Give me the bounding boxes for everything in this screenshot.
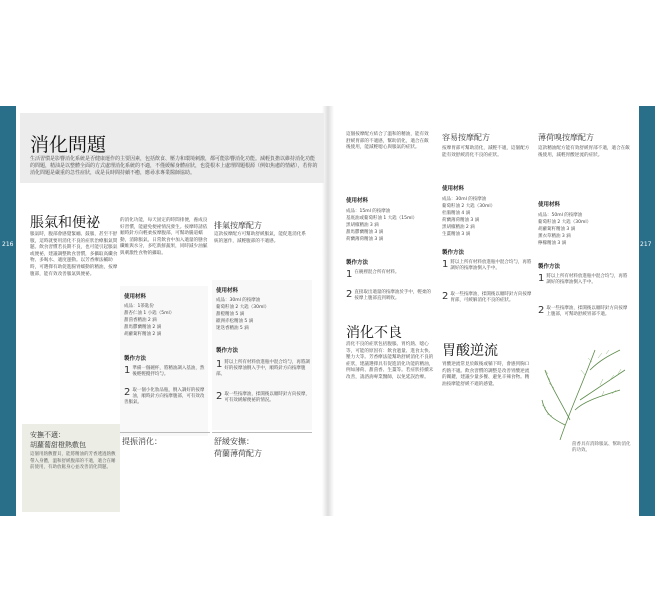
recipe-title-1: 排氣按摩配方 — [214, 221, 262, 230]
material-item: 迷迭香精油 5 滴 — [216, 326, 249, 331]
material-item: 葡萄籽油 2 大匙（30ml） — [442, 204, 496, 209]
recipe-materials-right-1 — [442, 196, 532, 238]
fennel-illustration — [540, 340, 630, 440]
material-item: 甜杏仁油 1 小匙（5ml） — [124, 311, 175, 316]
right-col1-materials-label: 使用材料 — [346, 198, 369, 204]
recipe-step-1-2: 2 取一個小化妝品瓶，倒入調好的按摩油，順時針方向按摩腹部，可有效改善脹氣。 — [124, 387, 205, 405]
material-item: 檸檬精油 3 滴 — [538, 241, 567, 246]
recipe-step-right-2-2: 2 取一些按摩油，揉開後以順時針方向按摩上腹部，可幫助舒緩胃部不適。 — [538, 305, 628, 317]
divider — [212, 432, 312, 433]
material-item: 葡萄籽油 2 大匙（30ml） — [538, 220, 592, 225]
recipe-materials-label-right-2: 使用材料 — [538, 202, 561, 208]
recipe-step-2-2: 2 取一些按摩油，揉開後以順時針方向按摩，可有效緩解便祕的情況。 — [216, 391, 310, 403]
recipe-title-right-2: 薄荷嗅按摩配方 — [538, 133, 594, 142]
recipe-materials-1 — [124, 303, 206, 338]
chapter-intro: 生活習慣是影響消化系統是否健康運作的主要因素，包括飲食、壓力和環境刺激，都可能影響消化功能。減輕負擔以維持消化功能的問題，精油是以整體全面的方式處理消化系統的不適，不僅緩解身體症狀，也從根本上處理問題根源（例如焦慮的情緒），若你的消化問題是嚴重的急性症狀，或是長時間持續不癒，應尋求專業醫師協助。 — [30, 156, 318, 176]
right-col1-method-label: 製作方法 — [346, 260, 369, 266]
material-item: 杜鵑精油 4 滴 — [442, 211, 471, 216]
section-title-indigestion: 消化不良 — [346, 325, 402, 341]
material-item: 甜茴香精油 2 滴 — [124, 318, 157, 323]
recipe-title-right-1: 容易按摩配方 — [442, 133, 490, 142]
section-body-indigestion: 消化不良的症狀包括腹脹、胃灼熱、噁心等，可能的原因有：飲食過量、進食太快、壓力大等。芳香療法能幫助舒緩消化不良的症狀，建議選擇具有促進消化功能的精油，例如薄荷、甜茴香、生薑等。若症狀持續未改善，請諮詢專業醫師，以免延誤治療。 — [346, 342, 434, 380]
material-item: 生薑精油 3 滴 — [442, 232, 471, 237]
left-edge-tab — [0, 106, 16, 516]
right-edge-tab — [639, 106, 655, 516]
recipe-title-3-left: 提振消化： — [122, 437, 162, 446]
material-item: 胡蘿蔔籽精油 3 滴 — [538, 227, 576, 232]
material-item: 甜橙精油 5 滴 — [216, 312, 245, 317]
recipe-materials-2 — [216, 297, 310, 332]
right-col1-step-2: 2 直接取出適量的按摩油於手中，輕柔的按摩上腹部直到吸收。 — [346, 289, 431, 301]
divider — [120, 432, 210, 433]
material-item: 甜馬鬱蘭精油 3 滴 — [346, 230, 384, 235]
recipe-title-4-left: 舒緩安撫： — [214, 437, 254, 446]
material-item: 甜馬鬱蘭精油 2 滴 — [124, 325, 162, 330]
material-item: 成品：15ml 的按摩油 — [346, 209, 391, 214]
tip-box-title: 安撫不適： — [30, 431, 65, 439]
section-body-bloating-a: 脹氣時，腹部會感覺緊繃、鼓脹，甚至不舒服，這時就要用消化不良的症狀治療脹氣問題。飲食習慣若長期不良，也可能引起脹氣或便祕，建議調整飲食習慣，多攝取高纖食物、多喝水、適度運動。以芳香療法輔助時，可選擇有助促進腸胃蠕動的精油，按摩腹部，能有效改善脹氣與便祕。 — [30, 232, 118, 277]
section-body-bloating-b: 的消化功能，每天固定的時間排便，養成良好習慣，能避免便祕情況發生。按摩時請依順時針方向輕柔按摩腹部，可幫助腸道蠕動，消除脹氣。日常飲食中加入適量的膳食纖維與水分，多吃新鮮蔬果，同時減少油膩與刺激性食物的攝取。 — [120, 218, 208, 256]
tip-box-body: 這個用熱敷寶貝，能將精油的芳香透過熱敷帶入身體，溫和舒緩腹部的不適，適合在睡前使用，有助放鬆身心並改善消化問題。 — [30, 452, 116, 470]
chapter-title: 消化問題 — [30, 134, 107, 156]
material-item: 荷蘭薄荷精油 3 滴 — [442, 218, 480, 223]
recipe-intro-1: 這款按摩配方可幫助舒緩脹氣，能促進消化系統的運作，減輕腹部的不適感。 — [214, 232, 306, 244]
right-col1-materials — [346, 208, 432, 243]
recipe-materials-label-right-1: 使用材料 — [442, 186, 465, 192]
recipe-materials-right-2 — [538, 212, 630, 247]
recipe-method-label-2: 製作方法 — [216, 348, 239, 354]
material-item: 黑胡椒精油 3 滴 — [346, 223, 379, 228]
recipe-intro-right-1: 按摩胃部可幫助消化，減輕不適，這個配方能有效舒緩消化不良的症狀。 — [442, 146, 530, 158]
material-item: 成品：30ml 的按摩油 — [216, 298, 261, 303]
folio-right: 217 — [640, 241, 652, 248]
recipe-method-label-1: 製作方法 — [124, 356, 147, 362]
material-item: 歐洲赤松精油 5 滴 — [216, 319, 254, 324]
section-body-reflux: 胃酸逆流常見於飯後或躺下時，會感到胸口灼熱不適。飲食習慣的調整是改善胃酸逆流的關鍵，建議少量多餐、避免辛辣食物。精油按摩能舒緩不適的感覺。 — [442, 362, 530, 387]
recipe-subtitle-4-left: 荷蘭薄荷配方 — [214, 449, 262, 458]
recipe-method-label-right-2: 製作方法 — [538, 264, 561, 270]
right-col1-step-1: 1 在碗裡混合所有材料。 — [346, 269, 400, 280]
recipe-step-right-2-1: 1 將以上所有材料放進瓶中混合均勻，再將調好的按摩油倒入手中。 — [538, 273, 628, 285]
plant-caption: 茴香具有消除脹氣、幫助消化的功效。 — [572, 442, 631, 453]
material-item: 荷蘭薄荷精油 3 滴 — [346, 237, 384, 242]
recipe-step-2-1: 1 將以上所有材料放進瓶中混合均勻，再將調好的按摩油倒入手中，順時針方向按摩腹部。 — [216, 359, 310, 377]
material-item: 葡萄籽油 2 大匙（30ml） — [216, 305, 270, 310]
material-item: 基底油或葡萄籽油 1 大匙（15ml） — [346, 216, 418, 221]
recipe-method-label-right-1: 製作方法 — [442, 250, 465, 256]
material-item: 黑胡椒精油 2 滴 — [442, 225, 475, 230]
material-item: 成品：50ml 的按摩油 — [538, 213, 583, 218]
right-col1-intro: 這個按摩配方結合了溫和的精油，能有效舒緩胃部的不適感，幫助消化，適合在飯後使用，能減輕噁心與脹氣的症狀。 — [346, 132, 429, 151]
material-item: 成品：1茶匙份 — [124, 304, 154, 309]
material-item: 成品：30ml 的按摩油 — [442, 197, 487, 202]
recipe-materials-label-2: 使用材料 — [216, 288, 239, 294]
material-item: 薰衣草精油 3 滴 — [538, 234, 571, 239]
material-item: 胡蘿蔔籽精油 2 滴 — [124, 332, 162, 337]
recipe-step-right-1-1: 1 將以上所有材料放進瓶中混合均勻，再將調好的按摩油倒入手中。 — [442, 259, 532, 271]
section-title-bloating: 脹氣和便祕 — [30, 215, 100, 231]
recipe-step-right-1-2: 2 取一些按摩油，揉開後以順時針方向按摩胃部，可緩解消化不良的症狀。 — [442, 291, 532, 303]
recipe-materials-label-1: 使用材料 — [124, 294, 147, 300]
recipe-intro-right-2: 這款精油配方能有效舒緩胃部不適，適合在飯後使用，減輕胃酸逆流的症狀。 — [538, 146, 630, 158]
section-title-reflux: 胃酸逆流 — [442, 343, 498, 359]
recipe-step-1-1: 1 準備一個碗杯，將精油調入基油，然後輕輕攪拌均勻。 — [124, 365, 205, 377]
folio-left: 216 — [2, 241, 14, 248]
tip-box-subtitle: 胡蘿蔔甜橙熱敷包 — [30, 441, 86, 449]
